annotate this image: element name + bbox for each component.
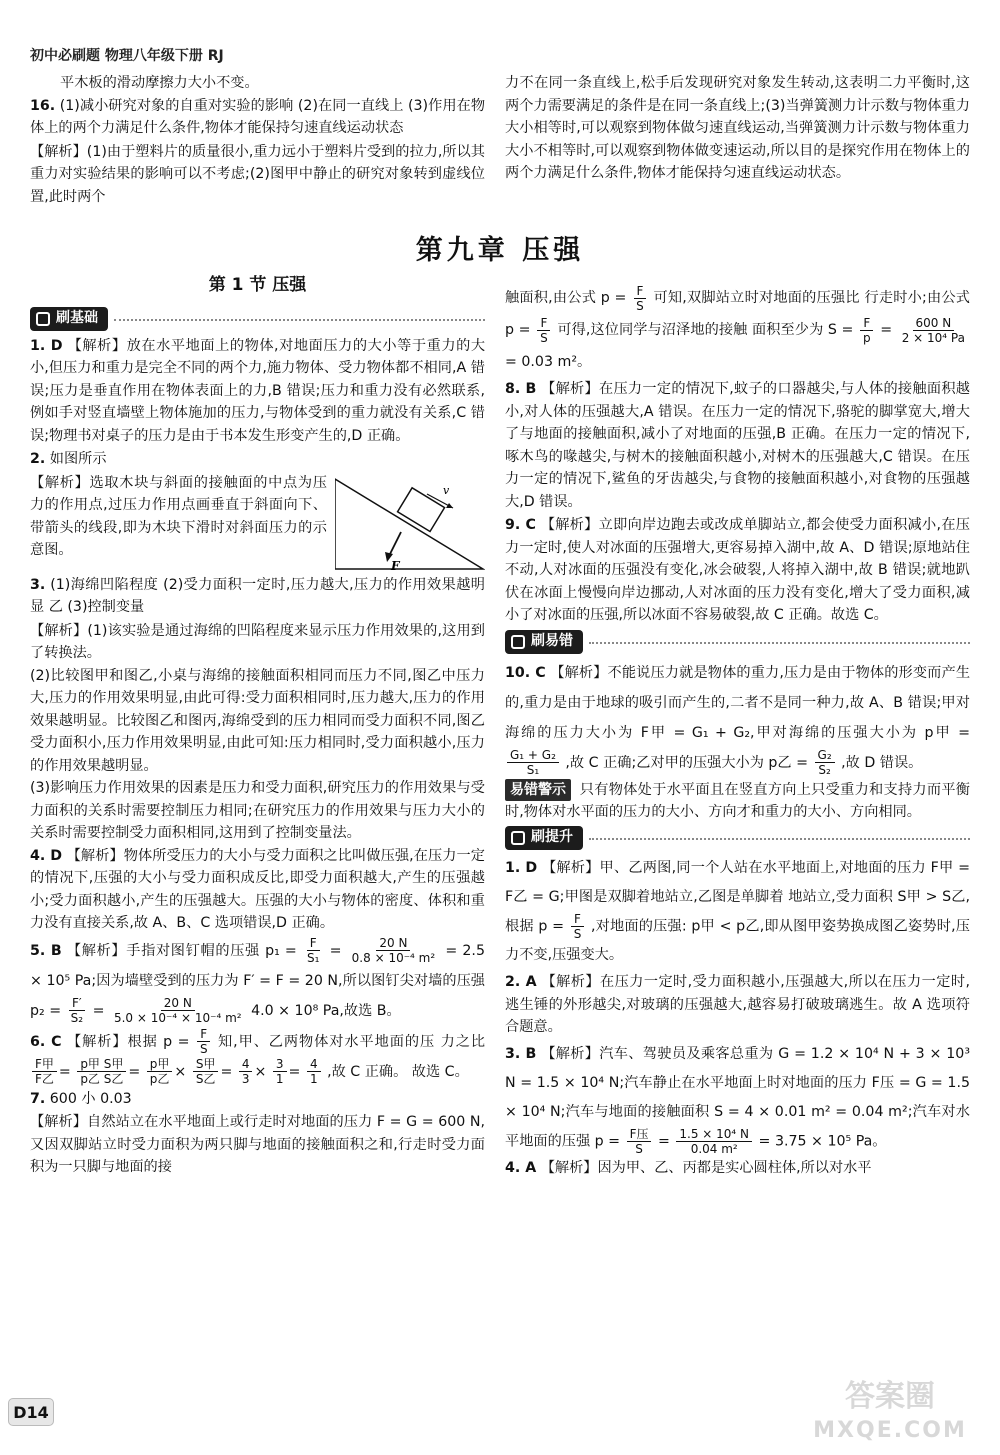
top-right-column bbox=[505, 72, 970, 185]
watermark-logo bbox=[790, 1380, 990, 1450]
question-6: 6. C 【解析】根据 p = $\frac{F}{S}$ 知,甲、乙两物体对水平地面的压 力之比 $\frac{\text{F甲}}{\text{F乙}}$ = $\frac{\text{p甲 S甲}}{\text{p乙 S乙}}$ = $\frac{\text{p甲}}{\text{p乙}}$ × $\frac{\text{S甲}}{\text{S乙}}$ = $\frac{4}{3}$ × $\frac{3}{1}$ = $\frac{4}{1}$ ,故 C 正确。 故选 C。 bbox=[30, 1027, 486, 1086]
formula-text: 4 × 0.01 m² = 0.04 m²;汽车对水平地面的压强 p = bbox=[505, 1103, 970, 1149]
brush-icon bbox=[511, 831, 525, 845]
formula-text: 面积至少为 S = bbox=[752, 322, 854, 338]
formula-text: F甲 = G₁ + G₂,甲对海绵的压强大小为 p甲 = bbox=[640, 724, 970, 741]
warning-tag: 易错警示 bbox=[505, 779, 571, 802]
velocity-label: v bbox=[443, 483, 450, 497]
tag-improve bbox=[505, 826, 583, 850]
page-header: 初中必刷题 物理八年级下册 RJ bbox=[30, 48, 224, 64]
formula-text: 知,甲、乙两物体对水平地面的压 bbox=[218, 1033, 436, 1050]
fraction: $\frac{F}{S}$ bbox=[537, 316, 551, 345]
page-number: D14 bbox=[8, 1398, 54, 1426]
fraction: $\frac{F}{S}$ bbox=[197, 1027, 211, 1056]
improve-question-2 bbox=[505, 971, 970, 1039]
formula-text: = bbox=[92, 1002, 105, 1019]
question-number: 1. D bbox=[30, 337, 63, 354]
formula-text: 地站立,受力面积 S甲 > S乙,根据 p = bbox=[505, 888, 971, 934]
tag-error-label: 刷易错 bbox=[531, 633, 573, 650]
dotted-divider bbox=[589, 838, 970, 840]
question-number: 6. C bbox=[30, 1033, 62, 1050]
warning-note bbox=[505, 779, 970, 824]
tag-basic bbox=[30, 307, 108, 331]
formula-text: ,故 C bbox=[565, 754, 599, 771]
tag-error-row bbox=[505, 628, 970, 658]
right-column bbox=[505, 282, 970, 1181]
question-number: 3. bbox=[30, 576, 46, 593]
question-number: 7. bbox=[30, 1090, 46, 1107]
fraction: $\frac{F}{\text{S₁}}$ bbox=[307, 936, 320, 965]
fraction: $\frac{\text{G₁ + G₂}}{\text{S₁}}$ bbox=[507, 748, 559, 777]
formula-text: = bbox=[329, 942, 342, 959]
question-7-explanation-cont bbox=[505, 282, 970, 378]
fraction: $\frac{F'}{\text{S₂}}$ bbox=[70, 996, 84, 1025]
dotted-divider bbox=[114, 319, 485, 321]
question-7-explanation: 【解析】自然站立在水平地面上或行走时对地面的压力 F = G = 600 N,又因双脚站立时受力面积为两只脚与地面的接触面积之和,行走时受力面积为一只脚与地面的接 bbox=[30, 1114, 485, 1175]
formula-text: 【解析】根据 p = bbox=[67, 1033, 190, 1050]
fraction: $\frac{3}{1}$ bbox=[273, 1057, 287, 1086]
formula-text: 力之比 bbox=[440, 1033, 486, 1050]
formula-text: ,对地面的压强: bbox=[591, 918, 687, 934]
question-answer: 如图所示 bbox=[49, 451, 107, 467]
question-9 bbox=[505, 514, 970, 627]
fraction: $\frac{\text{p甲}}{\text{p乙}}$ bbox=[147, 1057, 173, 1086]
formula-text: 触面积,由公式 p = bbox=[505, 290, 627, 306]
formula-text: 正确;乙对甲的压强大小为 p乙 = bbox=[603, 754, 809, 771]
continued-line: 平木板的滑动摩擦力大小不变。 bbox=[60, 75, 259, 91]
formula-text: 【解析】甲、乙两图,同一个人站在水平地面上,对地面的压力 F甲 = F乙 = G;甲图是双脚着地站立,乙图是单脚着 bbox=[505, 859, 971, 905]
question-number: 5. B bbox=[30, 942, 62, 959]
question-explanation: 【解析】在压力一定时,受力面积越小,压强越大,所以在压力一定时,逃生锤的外形越尖,对玻璃的压强越大,越容易打破玻璃逃生。故 A 选项符合题意。 bbox=[505, 974, 970, 1035]
fraction: $\frac{20 N}{\text{5.0 × 10⁻⁴ × 10⁻⁴ m²}}$ bbox=[113, 996, 242, 1025]
question-3-explanation-3: (3)影响压力作用效果的因素是压力和受力面积,研究压力的作用效果与受力面积的关系时需要控制压力相同;在研究压力的作用效果与压力大小的关系时需要控制受力面积相同,这用到了控制变量法。 bbox=[30, 780, 485, 841]
question-5 bbox=[30, 936, 485, 1026]
fraction: $\frac{\text{S甲}}{\text{S乙}}$ bbox=[193, 1057, 219, 1086]
fraction: $\frac{\text{1.5 × 10⁴ N}}{\text{0.04 m²}}$ bbox=[676, 1127, 752, 1156]
formula-text: = bbox=[880, 322, 893, 338]
fraction: $\frac{F}{p}$ bbox=[860, 316, 874, 345]
question-16-explanation: 【解析】(1)由于塑料片的质量很小,重力远小于塑料片受到的拉力,所以其重力对实验结果的影响可以不考虑;(2)图甲中静止的研究对象转到虚线位置,此时两个 bbox=[30, 143, 485, 205]
tag-error bbox=[505, 630, 583, 654]
left-column bbox=[30, 270, 485, 1179]
question-3-explanation-2: (2)比较图甲和图乙,小桌与海绵的接触面积相同而压力不同,图乙中压力大,压力的作用效果明显,由此可得:受力面积相同时,压力越大,压力的作用效果越明显。比较图乙和图丙,海绵受到的压力相同而受力面积不同,图乙受力面积小,压力作用效果明显,由此可知:压力相同时,受力面积越小,压力的作用效果越明显。 bbox=[30, 667, 485, 774]
formula-text: 可得,这位同学与沼泽地的接触 bbox=[557, 322, 748, 338]
question-explanation: 【解析】在压力一定的情况下,蚊子的口器越尖,与人体的接触面积越小,对人体的压强越大,A 错误。在压力一定的情况下,骆驼的脚掌宽大,增大了与地面的接触面积,减小了对地面的压强,B 正确。在压力一定的情况下,啄木鸟的喙越尖,与树木的接触面积越小,对树木的压强越大,C 错误。在压力一定的情况下,鲨鱼的牙齿越尖,与食物的接触面积越小,对食物的压强越大,D 错误。 bbox=[505, 381, 970, 510]
improve-question-3 bbox=[505, 1040, 970, 1157]
incline-diagram bbox=[335, 474, 485, 574]
question-number: 8. B bbox=[505, 381, 537, 397]
formula-text: 可知,双脚站立时对地面的压强比 bbox=[653, 290, 860, 306]
question-16 bbox=[30, 95, 485, 140]
tag-improve-label: 刷提升 bbox=[531, 829, 573, 846]
formula-text: 故选 C。 bbox=[411, 1063, 469, 1080]
fraction: $\frac{\text{F压}}{S}$ bbox=[627, 1127, 652, 1156]
question-10 bbox=[505, 658, 970, 778]
improve-question-1 bbox=[505, 854, 970, 971]
warning-text: 只有物体处于水平面且在竖直方向上只受重力和支持力而平衡时,物体对水平面的压力的大小、方向才和重力的大小、方向相同。 bbox=[505, 781, 970, 820]
question-3 bbox=[30, 574, 485, 619]
brush-icon bbox=[36, 312, 50, 326]
formula-text: = bbox=[445, 942, 458, 959]
question-3-explanation-1: 【解析】(1)该实验是通过海绵的凹陷程度来显示压力作用效果的,这用到了转换法。 bbox=[30, 622, 485, 661]
formula-text: ,故 C 正确。 bbox=[327, 1063, 408, 1080]
question-explanation: 【解析】因为甲、乙、丙都是实心圆柱体,所以对水平 bbox=[540, 1160, 872, 1176]
question-number: 16. bbox=[30, 97, 56, 114]
question-2 bbox=[30, 448, 485, 471]
question-explanation: 【解析】放在水平地面上的物体,对地面压力的大小等于重力的大小,但压力和重力是完全不同的两个力,施力物体、受力物体都不相同,A 错误;压力是垂直作用在物体表面上的力,B 错误;压力和重力没有必然联系,例如手对竖直墙壁上物体施加的压力,与物体受到的重力就没有关系,C 错误;物理书对桌子的压力是由于书本发生形变产生的,D 正确。 bbox=[30, 337, 486, 444]
watermark-line-2: MXQE.COM bbox=[813, 1418, 967, 1443]
formula-text: 【解析】汽车、驾驶员及乘客总重为 G = 1.2 × 10⁴ N + 3 × 10³ N = 1.5 × 10⁴ N;汽车静止在水平地面上时对地面的压力 F压 = G = 1.5 × 10⁴ N;汽车与地面的接触面积 S = bbox=[505, 1045, 971, 1120]
question-number: 10. C bbox=[505, 664, 546, 681]
question-number: 2. bbox=[30, 451, 46, 467]
fraction: $\frac{4}{3}$ bbox=[239, 1057, 253, 1086]
dotted-divider bbox=[589, 642, 970, 644]
question-2-explanation: 【解析】选取木块与斜面的接触面的中点为压力的作用点,过压力作用点画垂直于斜面向下、带箭头的线段,即为木块下滑时对斜面压力的示意图。 bbox=[30, 474, 327, 558]
watermark-line-1: 答案圈 bbox=[845, 1379, 935, 1414]
question-number: 4. A bbox=[505, 1160, 537, 1176]
question-number: 3. B bbox=[505, 1045, 537, 1062]
tag-improve-row bbox=[505, 824, 970, 854]
formula-text: 2.5 × 10⁵ Pa;因为墙壁受到的压力为 F′ = F = 20 N,所以图钉尖对墙的压强 p₂ = bbox=[30, 942, 485, 1019]
tag-basic-label: 刷基础 bbox=[56, 310, 98, 327]
formula-text: 【解析】手指对图钉帽的压强 p₁ = bbox=[66, 942, 297, 959]
tag-basic-row bbox=[30, 305, 485, 335]
section-title: 第 1 节 压强 bbox=[208, 275, 307, 295]
fraction: $\frac{20 N}{\text{0.8 × 10⁻⁴ m²}}$ bbox=[351, 936, 436, 965]
formula-text: = 0.03 m²。 bbox=[505, 354, 592, 370]
improve-question-4 bbox=[505, 1157, 970, 1180]
formula-text: 行走时小;由公式 p = bbox=[505, 290, 970, 338]
question-explanation: 【解析】立即向岸边跑去或改成单脚站立,都会使受力面积减小,在压力一定时,使人对冰面的压强增大,更容易掉入湖中,故 A、D 错误;原地站住不动,人对冰面的压强没有变化,冰会破裂,人将掉入湖中,故 B 错误;就地趴伏在冰面上慢慢向岸边挪动,人对冰面的压力没有变化,增大了受力面积,减小了对冰面的压强,所以冰面不容易破裂,故 C 正确。故选 C。 bbox=[505, 517, 970, 623]
question-7 bbox=[30, 1088, 485, 1111]
question-16-explanation-cont: 力不在同一条直线上,松手后发现研究对象发生转动,这表明二力平衡时,这两个力需要满足的条件是在同一条直线上;(3)当弹簧测力计示数与物体重力大小相等时,可以观察到物体做匀速直线运动,当弹簧测力计示数与物体重力大小不相等时,可以观察到物体做变速运动,所以目的是探究作用在物体上的两个力满足什么条件,物体才能保持匀速直线运动状态。 bbox=[505, 75, 970, 181]
fraction: $\frac{\text{p甲 S甲}}{\text{p乙 S乙}}$ bbox=[77, 1057, 126, 1086]
question-1 bbox=[30, 335, 485, 448]
fraction: $\frac{F}{S}$ bbox=[633, 284, 647, 313]
formula-text: p甲 < p乙,即从图甲姿势换成图乙姿势时,压力不变,压强变大。 bbox=[505, 918, 970, 963]
brush-icon bbox=[511, 635, 525, 649]
fraction: $\frac{F}{S}$ bbox=[571, 912, 585, 941]
question-answer: 600 小 0.03 bbox=[49, 1090, 132, 1107]
question-explanation: 【解析】物体所受压力的大小与受力面积之比叫做压强,在压力一定的情况下,压强的大小与受力面积成反比,即受力面积越大,产生的压强越小;受力面积越小,产生的压强越大。压强的大小与物体的密度、体积和重力没有直接关系,故 A、B、C 选项错误,D 正确。 bbox=[30, 847, 485, 931]
fraction: $\frac{4}{1}$ bbox=[307, 1057, 321, 1086]
question-number: 1. D bbox=[505, 859, 538, 876]
fraction: $\frac{600 N}{\text{2 × 10⁴ Pa}}$ bbox=[901, 315, 965, 345]
question-8 bbox=[505, 378, 970, 513]
question-number: 9. C bbox=[505, 517, 536, 533]
chapter-title: 第九章 压强 bbox=[415, 235, 585, 266]
force-label: F bbox=[391, 558, 400, 573]
formula-text: 【解析】不能说压力就是物体的重力,压力是由于物体的形变而产生的,重力是由于地球的吸引而产生的,二者不是同一种力,故 A、B 错误;甲对海绵的压力大小为 bbox=[505, 664, 971, 741]
question-number: 2. A bbox=[505, 974, 537, 990]
formula-text: 4.0 × 10⁸ Pa,故选 B。 bbox=[251, 1002, 401, 1019]
question-4 bbox=[30, 845, 485, 935]
fraction: $\frac{\text{G₂}}{\text{S₂}}$ bbox=[815, 748, 835, 777]
top-left-column bbox=[30, 72, 485, 208]
formula-text: = bbox=[657, 1133, 670, 1149]
question-answer: (1)减小研究对象的自重对实验的影响 (2)在同一直线上 (3)作用在物体上的两个力满足什么条件,物体才能保持匀速直线运动状态 bbox=[30, 97, 486, 136]
question-number: 4. D bbox=[30, 847, 63, 864]
question-2-body bbox=[30, 472, 485, 574]
question-answer: (1)海绵凹陷程度 (2)受力面积一定时,压力越大,压力的作用效果越明显 乙 (3)控制变量 bbox=[30, 576, 485, 615]
formula-text: = 3.75 × 10⁵ Pa。 bbox=[758, 1133, 887, 1149]
fraction: $\frac{\text{F甲}}{\text{F乙}}$ bbox=[32, 1057, 57, 1086]
formula-text: ,故 D 错误。 bbox=[841, 754, 923, 771]
